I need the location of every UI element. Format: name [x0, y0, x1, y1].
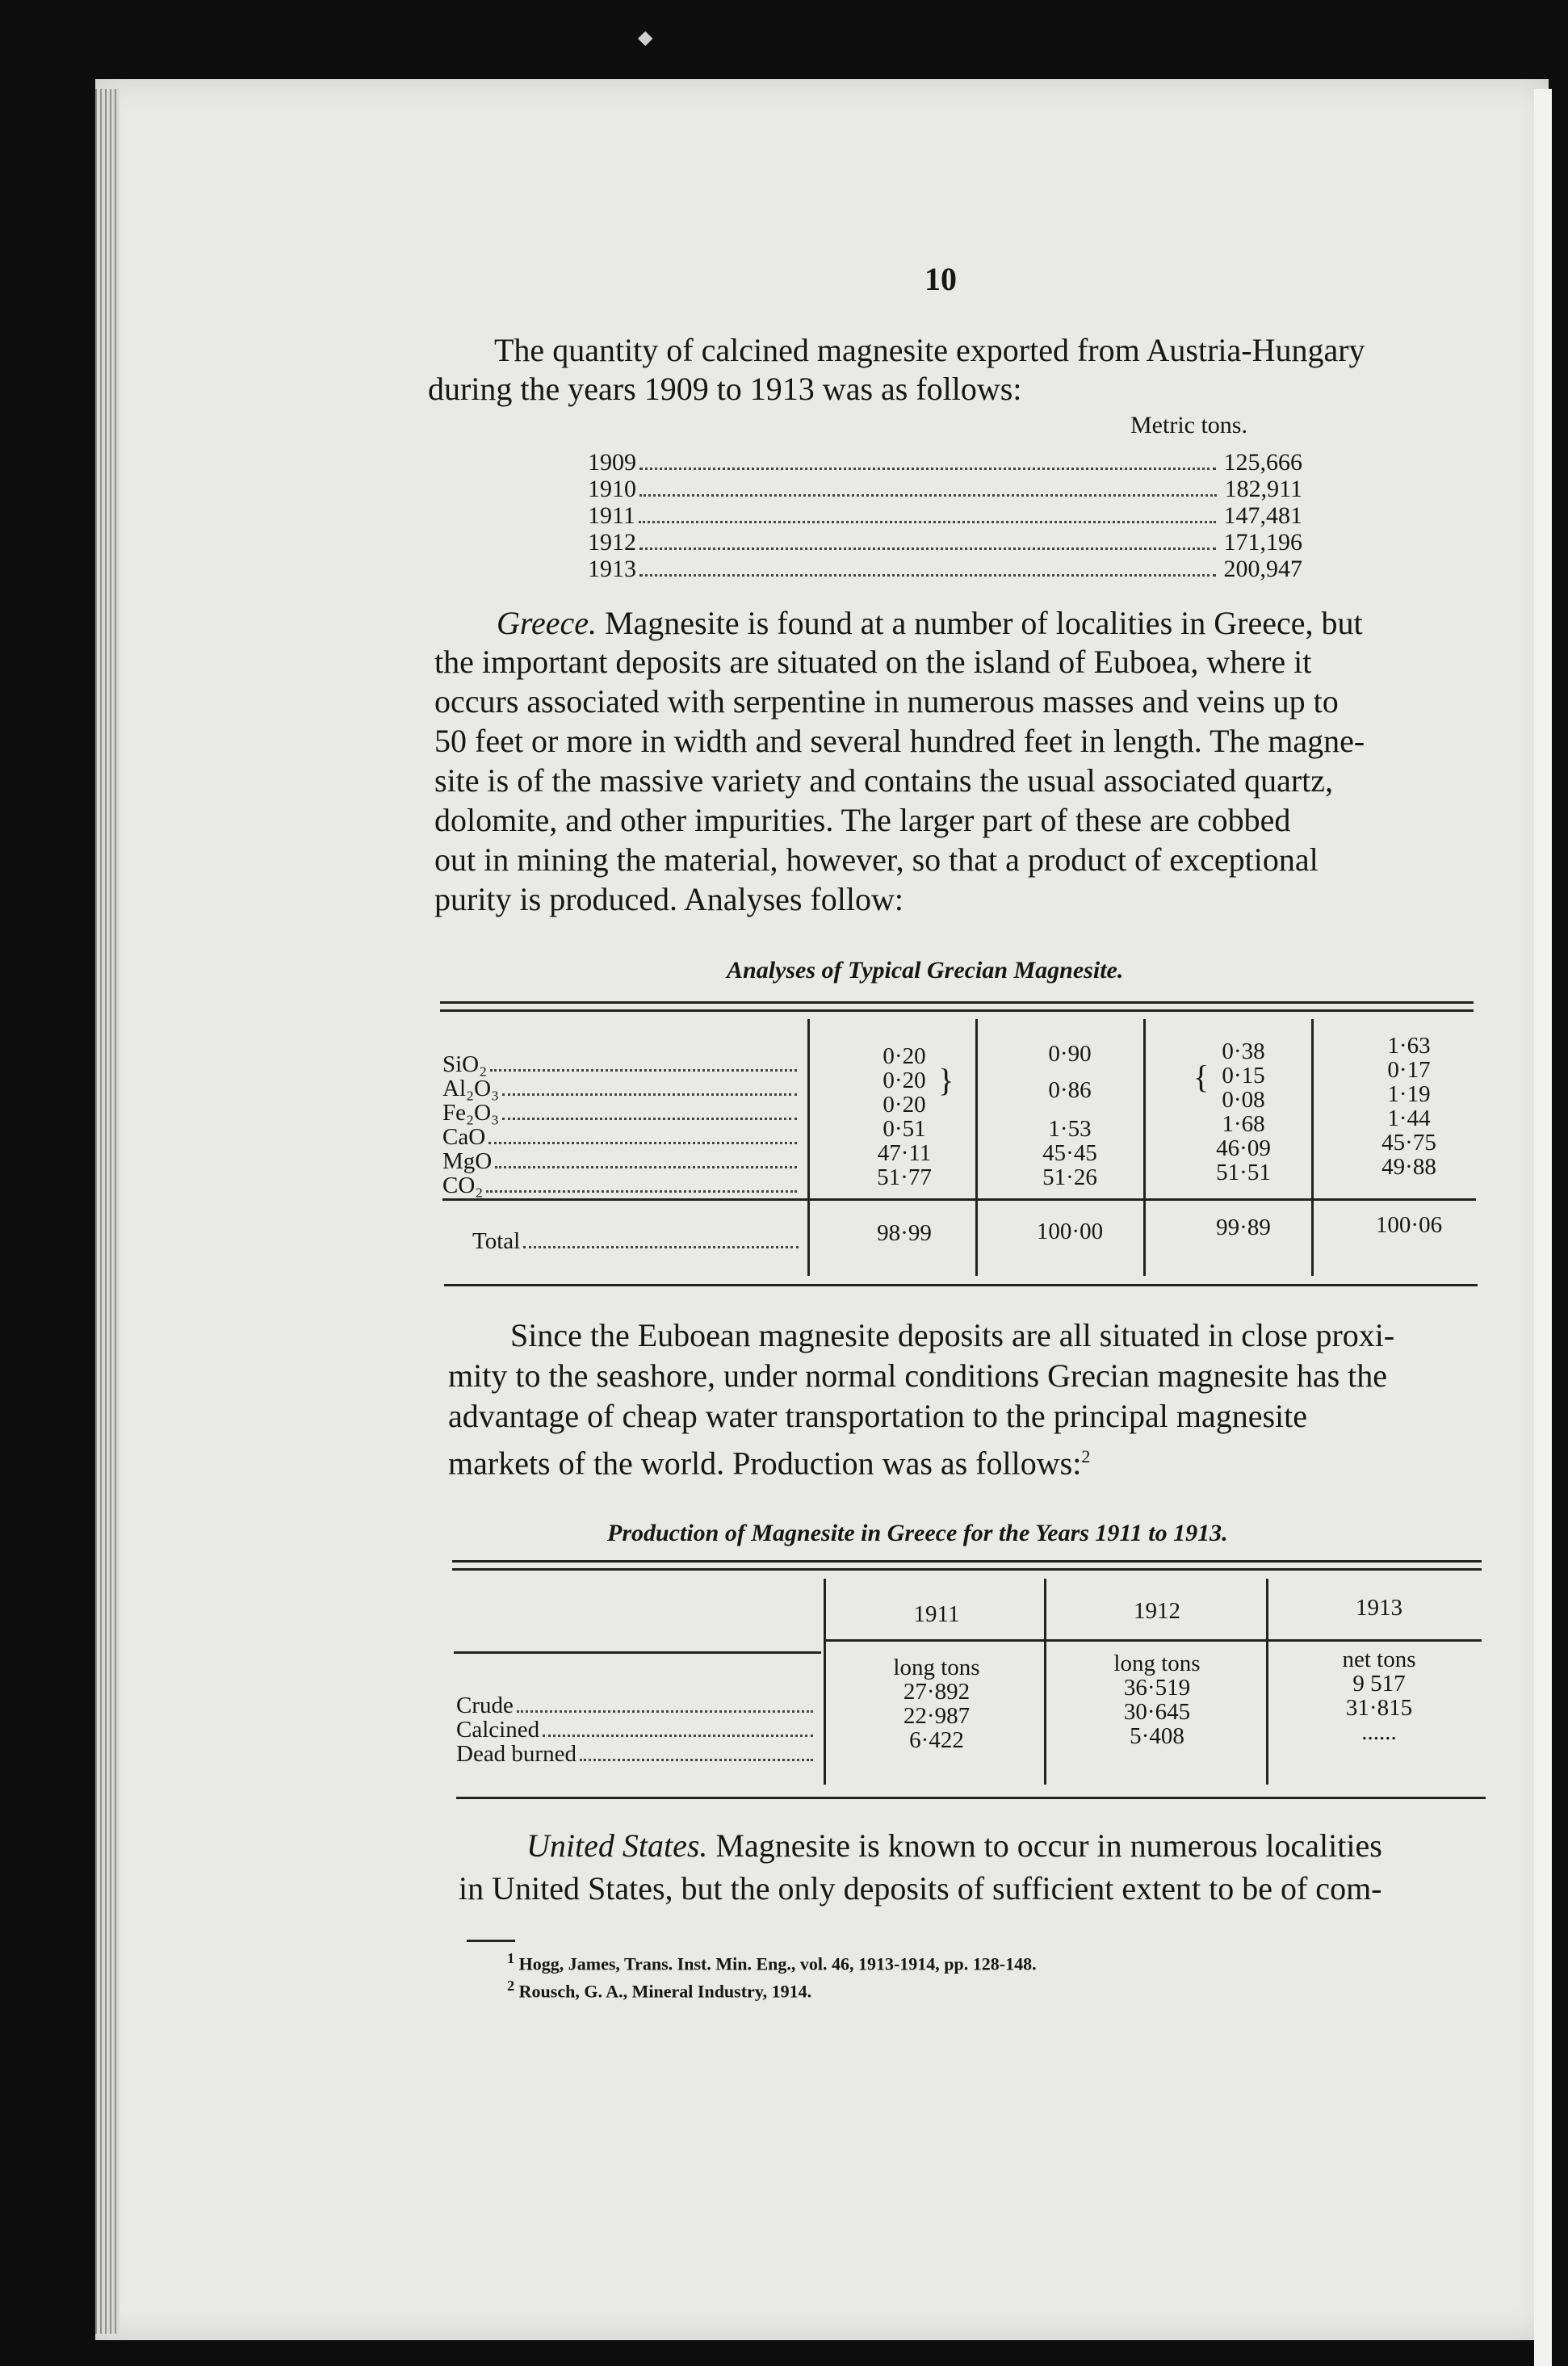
- greece-line-3: occurs associated with serpentine in numerous masses and veins up to: [434, 683, 1339, 719]
- production-cell: 5·408: [1130, 1723, 1184, 1749]
- euboean-line-4: markets of the world. Production was as follows:$^2$: [448, 1445, 1091, 1482]
- exports-value: 182,911: [1224, 476, 1302, 502]
- analyses-cell: 51·77: [877, 1164, 932, 1190]
- production-year: 1913: [1356, 1595, 1402, 1621]
- exports-value: 200,947: [1223, 556, 1302, 582]
- analyses-row-label: Al₂O₃: [442, 1076, 802, 1101]
- euboean-line-1: Since the Euboean magnesite deposits are all situated in close proxi-: [510, 1317, 1395, 1353]
- production-row-label: Crude: [456, 1693, 818, 1718]
- production-cell: ......: [1361, 1719, 1397, 1745]
- analyses-col-divider: [807, 1019, 810, 1276]
- exports-row: [588, 449, 1302, 476]
- analyses-caption: Analyses of Typical Grecian Magnesite.: [727, 957, 1124, 984]
- greece-line-8: purity is produced. Analyses follow:: [434, 881, 904, 917]
- footnote-ref: 2: [1081, 1446, 1091, 1466]
- greece-line-6: dolomite, and other impurities. The larger part of these are cobbed: [434, 802, 1291, 838]
- analyses-total: 98·99: [877, 1220, 932, 1246]
- analyses-cell: 47·11: [877, 1140, 932, 1166]
- production-row-label: Calcined: [456, 1718, 818, 1742]
- dot-leader: [639, 574, 1216, 577]
- analyses-cell: 1·53: [1048, 1116, 1092, 1142]
- footnote-marker: 1: [507, 1950, 515, 1966]
- exports-row: [588, 502, 1302, 530]
- production-unit: net tons: [1342, 1647, 1416, 1672]
- analyses-total: 99·89: [1216, 1214, 1271, 1240]
- euboean-line-3: advantage of cheap water transportation to the principal magnesite: [448, 1398, 1308, 1434]
- analyses-col-divider: [975, 1019, 978, 1276]
- exports-year: 1909: [588, 449, 636, 476]
- greece-line-1-text: Magnesite is found at a number of localities in Greece, but: [604, 605, 1363, 641]
- analyses-cell: 1·63: [1387, 1033, 1431, 1059]
- production-cell: 22·987: [903, 1703, 971, 1729]
- production-unit: long tons: [893, 1655, 980, 1680]
- page-binding: [95, 89, 119, 2334]
- production-cell: 30·645: [1123, 1699, 1191, 1725]
- production-col-divider: [1266, 1579, 1268, 1785]
- production-cell: 6·422: [909, 1727, 964, 1753]
- dot-leader: [639, 521, 1216, 523]
- us-line-2: in United States, but the only deposits of sufficient extent to be of com-: [459, 1870, 1382, 1907]
- footnote: $^2$ Rousch, G. A., Mineral Industry, 1914.: [507, 1978, 812, 2002]
- exports-value: 171,196: [1223, 529, 1302, 556]
- production-year: 1912: [1134, 1598, 1180, 1624]
- production-cell: 27·892: [903, 1679, 971, 1705]
- production-top-rule: [452, 1560, 1482, 1571]
- production-header-rule: [454, 1651, 821, 1654]
- analyses-top-rule: [440, 1001, 1474, 1012]
- production-caption: Production of Magnesite in Greece for the Years 1911 to 1913.: [607, 1520, 1228, 1546]
- us-line-1: United States. Magnesite is known to occur in numerous localities: [526, 1827, 1382, 1864]
- analyses-cell: 51·26: [1042, 1164, 1097, 1190]
- analyses-col-divider: [1311, 1019, 1314, 1276]
- production-cell: 9 517: [1352, 1671, 1406, 1697]
- analyses-cell: 45·75: [1381, 1130, 1436, 1156]
- exports-value: 125,666: [1223, 449, 1302, 476]
- greece-heading: Greece.: [497, 605, 597, 641]
- analyses-cell: 45·45: [1042, 1140, 1097, 1166]
- production-cell: 36·519: [1123, 1675, 1191, 1701]
- analyses-cell: 51·51: [1216, 1160, 1271, 1185]
- analyses-cell: 0·17: [1387, 1057, 1431, 1083]
- analyses-cell: 0·20: [883, 1068, 926, 1093]
- analyses-cell: 1·68: [1222, 1111, 1265, 1137]
- analyses-row-label: MgO: [442, 1149, 802, 1173]
- production-col-divider: [824, 1579, 826, 1785]
- euboean-line-2: mity to the seashore, under normal conditions Grecian magnesite has the: [448, 1357, 1388, 1394]
- analyses-cell: 49·88: [1381, 1154, 1436, 1180]
- analyses-total: 100·06: [1375, 1212, 1443, 1238]
- analyses-cell: 1·44: [1387, 1105, 1431, 1131]
- production-unit: long tons: [1113, 1651, 1201, 1676]
- analyses-total-label: Total: [472, 1229, 803, 1253]
- analyses-col-divider: [1143, 1019, 1146, 1276]
- footnote-marker: 2: [507, 1978, 515, 1994]
- greece-line-4: 50 feet or more in width and several hundred feet in length. The magne-: [434, 723, 1365, 759]
- analyses-cell: 0·20: [883, 1043, 926, 1069]
- production-header-rule: [826, 1639, 1482, 1642]
- analyses-total-rule: [442, 1198, 1476, 1201]
- footnote-rule: [467, 1940, 515, 1942]
- production-row-label: Dead burned: [456, 1742, 818, 1766]
- exports-year: 1912: [588, 529, 636, 556]
- greece-line-7: out in mining the material, however, so that a product of exceptional: [434, 841, 1319, 878]
- intro-line-1: The quantity of calcined magnesite exported from Austria-Hungary: [494, 332, 1365, 368]
- analyses-cell: 0·90: [1048, 1041, 1092, 1067]
- analyses-cell: 1·19: [1387, 1081, 1431, 1107]
- analyses-cell: 0·86: [1048, 1077, 1092, 1103]
- us-heading: United States.: [526, 1827, 708, 1864]
- analyses-total: 100·00: [1036, 1219, 1104, 1244]
- document-page: [95, 79, 1549, 2340]
- analyses-bottom-rule: [444, 1284, 1478, 1286]
- exports-year: 1911: [588, 502, 635, 529]
- production-bottom-rule: [456, 1797, 1486, 1799]
- analyses-cell: 0·15: [1222, 1063, 1265, 1089]
- dot-leader: [639, 468, 1216, 470]
- intro-line-2: during the years 1909 to 1913 was as follows:: [428, 371, 1022, 407]
- exports-year: 1910: [588, 476, 636, 502]
- analyses-cell: 0·08: [1222, 1087, 1265, 1113]
- greece-line-5: site is of the massive variety and contains the usual associated quartz,: [434, 762, 1334, 799]
- analyses-cell: 46·09: [1216, 1135, 1271, 1161]
- production-cell: 31·815: [1345, 1695, 1413, 1721]
- scan-mark: ◆: [638, 27, 653, 48]
- exports-value: 147,481: [1223, 502, 1302, 529]
- greece-line-1: [497, 604, 1363, 643]
- page-edge: [1534, 89, 1552, 2366]
- greece-line-2: the important deposits are situated on the island of Euboea, where it: [434, 644, 1312, 680]
- brace-right: }: [938, 1062, 954, 1098]
- footnote: $^1$ Hogg, James, Trans. Inst. Min. Eng., vol. 46, 1913-1914, pp. 128-148.: [507, 1950, 1037, 1974]
- exports-unit-header: Metric tons.: [1130, 412, 1247, 438]
- analyses-row-label: CO₂: [442, 1173, 802, 1198]
- analyses-cell: 0·20: [883, 1092, 926, 1118]
- exports-row: [588, 476, 1302, 503]
- production-col-divider: [1044, 1579, 1046, 1785]
- analyses-row-label: SiO₂: [442, 1052, 802, 1076]
- dot-leader: [639, 547, 1216, 550]
- exports-year: 1913: [588, 556, 636, 582]
- dot-leader: [639, 494, 1217, 497]
- production-year: 1911: [913, 1601, 960, 1627]
- exports-row: [588, 556, 1302, 583]
- analyses-cell: 0·51: [883, 1116, 926, 1142]
- analyses-cell: 0·38: [1222, 1038, 1265, 1064]
- analyses-row-label: Fe₂O₃: [442, 1101, 802, 1125]
- page-number: 10: [924, 261, 957, 297]
- exports-row: [588, 529, 1302, 556]
- analyses-row-label: CaO: [442, 1125, 802, 1149]
- brace-left: {: [1193, 1059, 1210, 1095]
